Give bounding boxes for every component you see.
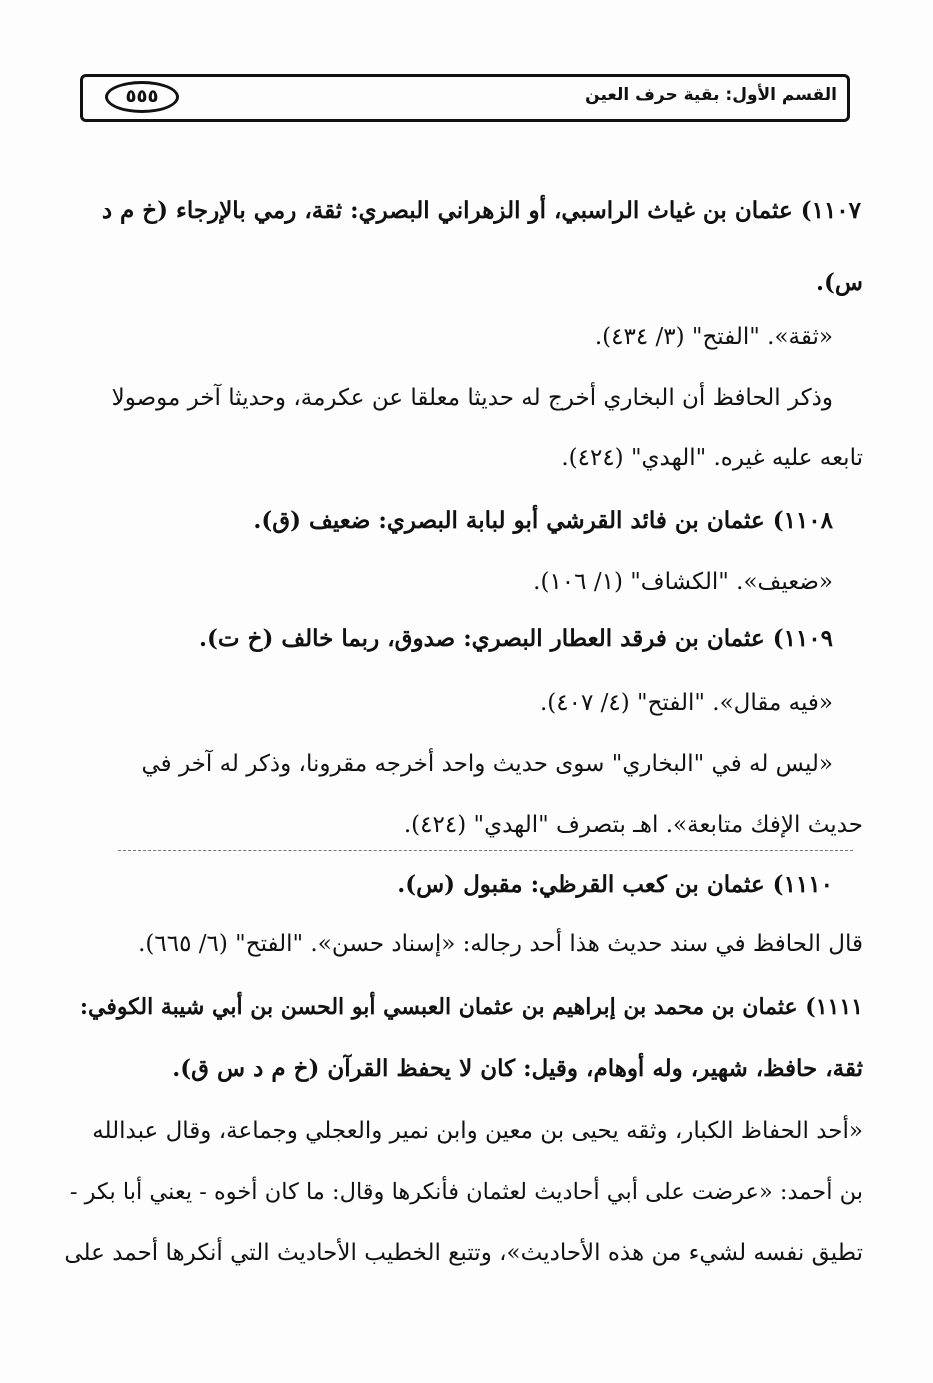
entry-1111-heading-line-1: ١١١١) عثمان بن محمد بن إبراهيم بن عثمان العبسي أبو الحسن بن أبي شيبة الكوفي:	[79, 994, 863, 1020]
entry-1110-heading: ١١١٠) عثمان بن كعب القرظي: مقبول (س).	[397, 871, 833, 898]
entry-1107-grade: «ثقة». "الفتح" (٣/ ٤٣٤).	[594, 324, 833, 350]
bleed-through-line	[90, 232, 850, 244]
entry-1107-note-line-2: تابعه عليه غيره. "الهدي" (٤٢٤).	[561, 445, 863, 471]
entry-1110-note: قال الحافظ في سند حديث هذا أحد رجاله: «إسناد حسن». "الفتح" (٦/ ٦٦٥).	[138, 931, 863, 957]
entry-1111-heading-line-2: ثقة، حافظ، شهير، وله أوهام، وقيل: كان لا يحفظ القرآن (خ م د س ق).	[172, 1055, 863, 1082]
page-number: ٥٥٥	[105, 81, 179, 113]
entry-1109-note-line-1: «ليس له في "البخاري" سوى حديث واحد أخرجه مقرونا، وذكر له آخر في	[141, 751, 833, 777]
entry-1109-grade: «فيه مقال». "الفتح" (٤/ ٤٠٧).	[539, 690, 833, 716]
section-divider	[118, 850, 853, 851]
bleed-through-line	[90, 160, 850, 172]
entry-1108-heading: ١١٠٨) عثمان بن فائد القرشي أبو لبابة البصري: ضعيف (ق).	[253, 507, 833, 534]
entry-1107-line-2: س).	[816, 269, 863, 296]
entry-1111-note-line-3: تطيق نفسه لشيء من هذه الأحاديث»، وتتبع الخطيب الأحاديث التي أنكرها أحمد على	[64, 1240, 863, 1266]
bleed-through-line	[90, 1296, 850, 1308]
page-header	[80, 74, 850, 122]
entry-1109-heading: ١١٠٩) عثمان بن فرقد العطار البصري: صدوق، ربما خالف (خ ت).	[199, 625, 833, 652]
entry-1107-note-line-1: وذكر الحافظ أن البخاري أخرج له حديثا معلقا عن عكرمة، وحديثا آخر موصولا	[111, 385, 833, 411]
bleed-through-line	[90, 290, 850, 302]
entry-1111-note-line-2: بن أحمد: «عرضت على أبي أحاديث لعثمان فأنكرها وقال: ما كان أخوه - يعني أبا بكر -	[69, 1179, 863, 1205]
running-header-title: القسم الأول: بقية حرف العين	[585, 85, 837, 105]
entry-1111-note-line-1: «أحد الحفاظ الكبار، وثقه يحيى بن معين وابن نمير والعجلي وجماعة، وقال عبدالله	[92, 1118, 863, 1144]
entry-1109-note-line-2: حديث الإفك متابعة». اهـ بتصرف "الهدي" (٤٢٤).	[403, 812, 863, 838]
entry-1107-line-1: ١١٠٧) عثمان بن غياث الراسبي، أو الزهراني البصري: ثقة، رمي بالإرجاء (خ م د	[101, 197, 861, 224]
entry-1108-grade: «ضعيف». "الكشاف" (١/ ١٠٦).	[533, 569, 833, 595]
